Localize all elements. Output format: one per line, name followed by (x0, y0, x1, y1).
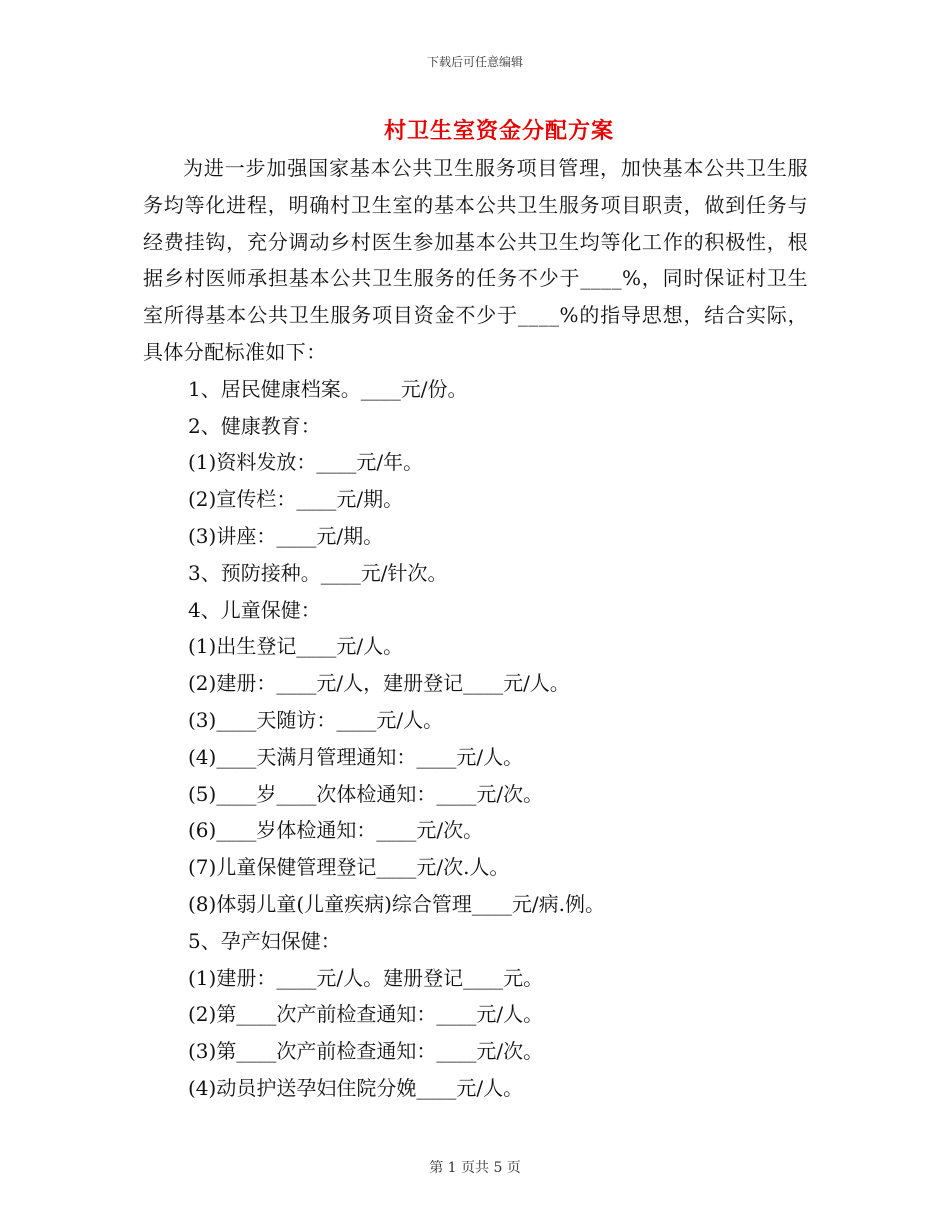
list-item: (8)体弱儿童(儿童疾病)综合管理____元/病.例。 (188, 891, 606, 916)
list-item: 4、儿童保健： (188, 597, 321, 622)
list-item: (1)出生登记____元/人。 (188, 634, 404, 659)
list-item: 2、健康教育： (188, 413, 321, 438)
allocation-list (143, 371, 808, 1107)
page-number-footer: 第 1 页共 5 页 (429, 1160, 521, 1176)
list-item: (3)第____次产前检查通知：____元/次。 (188, 1039, 544, 1064)
list-item: 1、居民健康档案。____元/份。 (188, 376, 468, 401)
list-item: (2)第____次产前检查通知：____元/人。 (188, 1002, 544, 1027)
intro-paragraph: 为进一步加强国家基本公共卫生服务项目管理，加快基本公共卫生服务均等化进程，明确村卫生室的基本公共卫生服务项目职责，做到任务与经费挂钩，充分调动乡村医生参加基本公共卫生均等化工作的积极性，根据乡村医师承担基本公共卫生服务的任务不少于____%，同时保证村卫生室所得基本公共卫生服务项目资金不少于____%的指导思想，结合实际，具体分配标准如下： (143, 156, 808, 364)
document-title: 村卫生室资金分配方案 (383, 118, 614, 144)
list-item: (4)动员护送孕妇住院分娩____元/人。 (188, 1075, 524, 1100)
list-item: (2)建册：____元/人，建册登记____元/人。 (188, 671, 570, 696)
list-item: (7)儿童保健管理登记____元/次.人。 (188, 855, 510, 880)
list-item: (2)宣传栏：____元/期。 (188, 487, 404, 512)
list-item: (6)____岁体检通知：____元/次。 (188, 818, 484, 843)
page-header-note: 下载后可任意编辑 (426, 55, 523, 69)
list-item: (5)____岁____次体检通知：____元/次。 (188, 781, 544, 806)
list-item: (3)讲座：____元/期。 (188, 523, 384, 548)
list-item: 5、孕产妇保健： (188, 928, 341, 953)
list-item: 3、预防接种。____元/针次。 (188, 560, 448, 585)
document-body (143, 150, 808, 1107)
list-item: (1)建册：____元/人。建册登记____元。 (188, 965, 544, 990)
list-item: (4)____天满月管理通知：____元/人。 (188, 744, 524, 769)
list-item: (3)____天随访：____元/人。 (188, 707, 444, 732)
list-item: (1)资料发放：____元/年。 (188, 450, 424, 475)
